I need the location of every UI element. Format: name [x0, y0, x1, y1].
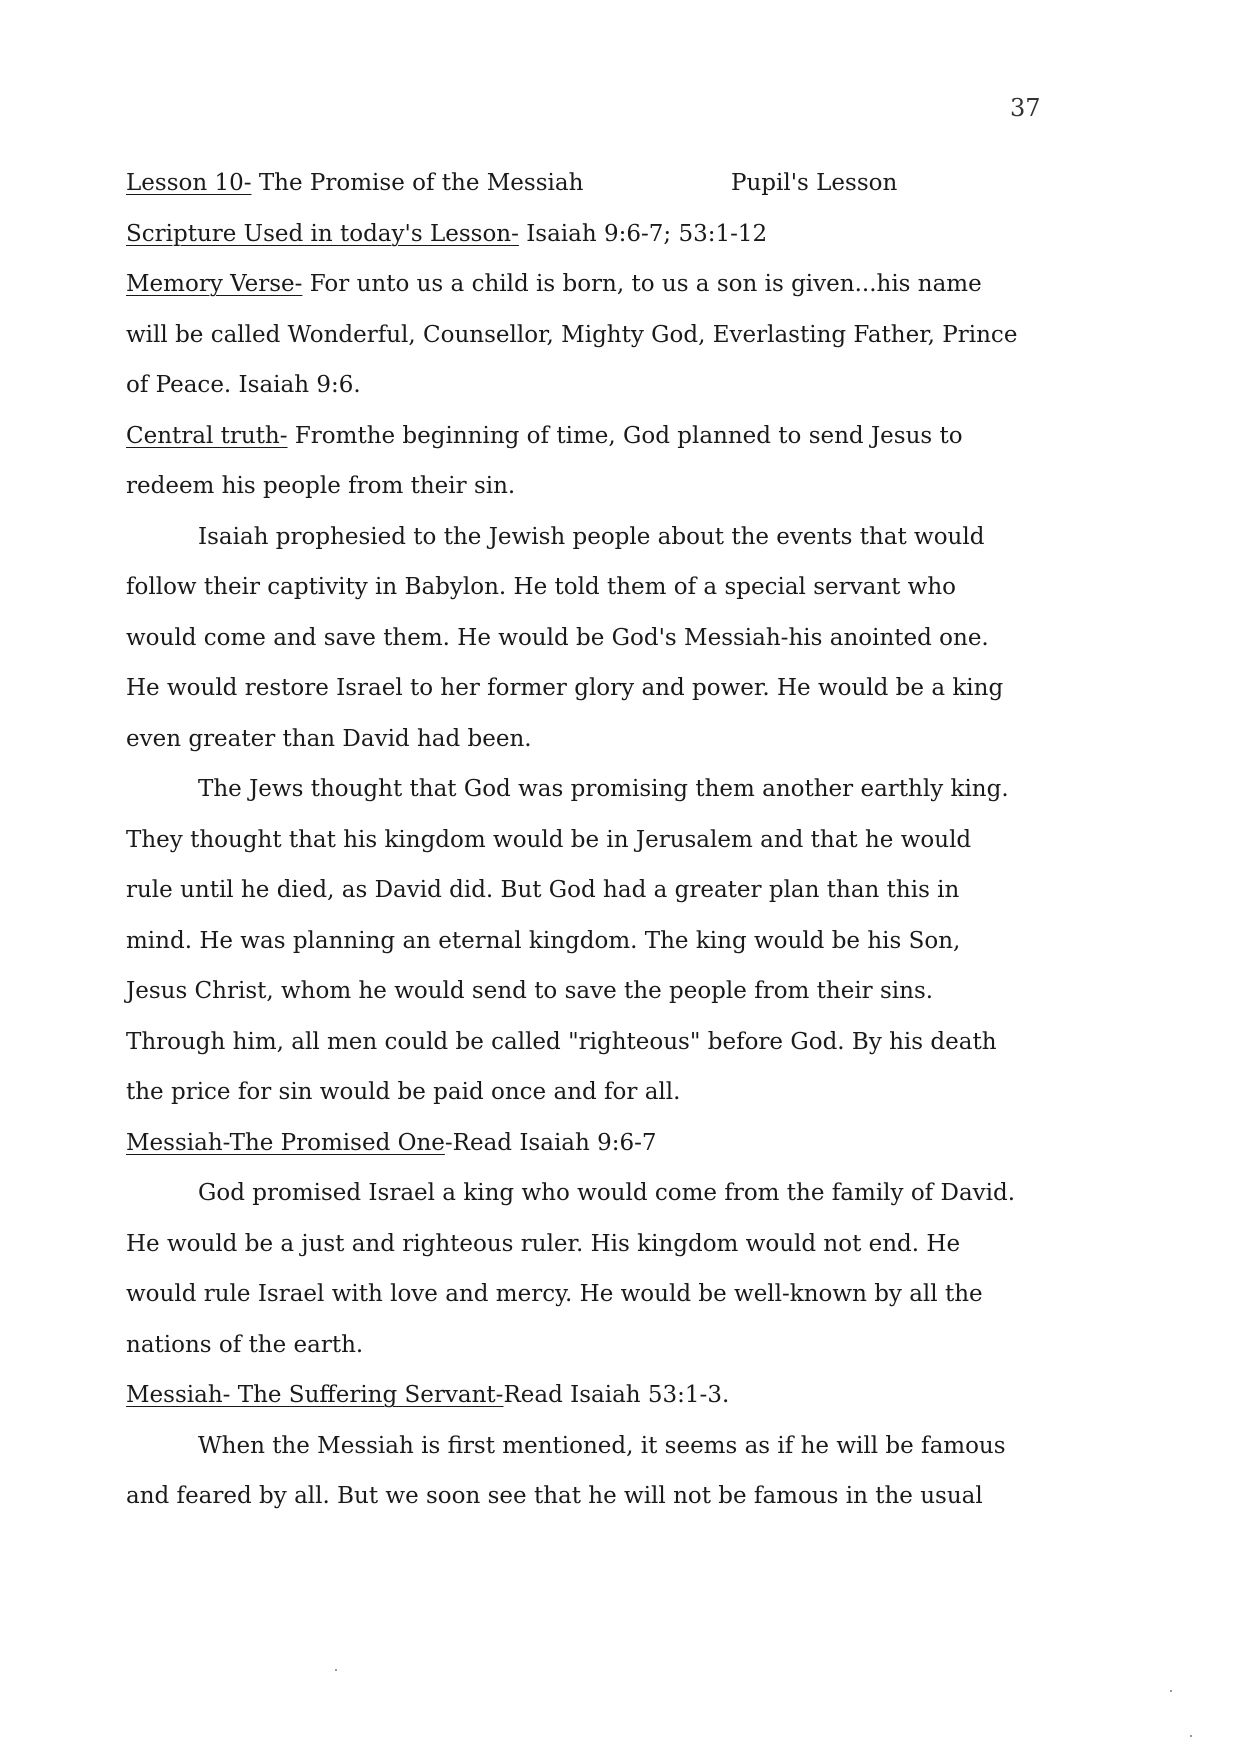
- section2-heading-line: [126, 1370, 1026, 1421]
- paragraph1-line: He would restore Israel to her former glory and power. He would be a king: [126, 675, 1004, 701]
- central-truth-text: Fromthe beginning of time, God planned to send Jesus to: [287, 422, 963, 449]
- lesson-type: Pupil's Lesson: [731, 170, 898, 196]
- section1-line: nations of the earth.: [126, 1331, 364, 1358]
- paragraph2-line: mind. He was planning an eternal kingdom. The king would be his Son,: [126, 927, 961, 954]
- lesson-title: The Promise of the Messiah: [251, 170, 584, 196]
- memory-verse-line-3: of Peace. Isaiah 9:6.: [126, 372, 361, 398]
- memory-verse-label: Memory Verse-: [126, 271, 303, 297]
- section1-line: God promised Israel a king who would come from the family of David.: [198, 1180, 1016, 1206]
- scan-speck: [1190, 1735, 1192, 1737]
- paragraph1-line: Isaiah prophesied to the Jewish people about the events that would: [198, 523, 985, 550]
- section2-line: and feared by all. But we soon see that he will not be famous in the usual: [126, 1483, 983, 1509]
- lesson-number-label: Lesson 10-: [126, 170, 252, 196]
- lesson-header: [126, 158, 1026, 209]
- section1-line: He would be a just and righteous ruler. His kingdom would not end. He: [126, 1230, 961, 1257]
- section1-line: would rule Israel with love and mercy. He would be well-known by all the: [126, 1281, 983, 1307]
- paragraph2-line: The Jews thought that God was promising them another earthly king.: [198, 776, 1009, 802]
- paragraph2-line: Jesus Christ, whom he would send to save the people from their sins.: [126, 978, 934, 1004]
- section1-heading-line: [126, 1118, 1026, 1169]
- memory-verse-line-2: will be called Wonderful, Counsellor, Mighty God, Everlasting Father, Prince: [126, 321, 1018, 348]
- central-truth-line-1: [126, 411, 1026, 462]
- section1-reference: -Read Isaiah 9:6-7: [444, 1129, 657, 1156]
- memory-verse-text: For unto us a child is born, to us a son is given...his name: [302, 271, 982, 297]
- scan-speck: [335, 1669, 337, 1671]
- paragraph1-line: follow their captivity in Babylon. He told them of a special servant who: [126, 574, 957, 600]
- paragraph2-line: Through him, all men could be called "righteous" before God. By his death: [126, 1028, 997, 1055]
- memory-verse-line-1: [126, 259, 1026, 310]
- scan-speck: [1170, 1690, 1172, 1692]
- scripture-text: Isaiah 9:6-7; 53:1-12: [518, 220, 768, 247]
- section2-reference: Read Isaiah 53:1-3.: [503, 1382, 730, 1408]
- section2-heading: Messiah- The Suffering Servant-: [126, 1382, 504, 1408]
- central-truth-line-2: redeem his people from their sin.: [126, 473, 516, 499]
- paragraph2-line: They thought that his kingdom would be in Jerusalem and that he would: [126, 826, 972, 853]
- page-number: 37: [1010, 94, 1041, 122]
- paragraph2-line: the price for sin would be paid once and for all.: [126, 1079, 681, 1105]
- paragraph2-line: rule until he died, as David did. But God had a greater plan than this in: [126, 877, 960, 903]
- scripture-label: Scripture Used in today's Lesson-: [126, 220, 519, 247]
- section1-heading: Messiah-The Promised One: [126, 1129, 445, 1156]
- paragraph1-line: would come and save them. He would be God's Messiah-his anointed one.: [126, 624, 989, 651]
- lesson-document: [126, 158, 1026, 1522]
- central-truth-label: Central truth-: [126, 422, 288, 449]
- scripture-line: [126, 209, 1026, 260]
- lesson-heading: [126, 158, 731, 209]
- paragraph1-line: even greater than David had been.: [126, 725, 532, 752]
- section2-line: When the Messiah is first mentioned, it seems as if he will be famous: [198, 1432, 1006, 1459]
